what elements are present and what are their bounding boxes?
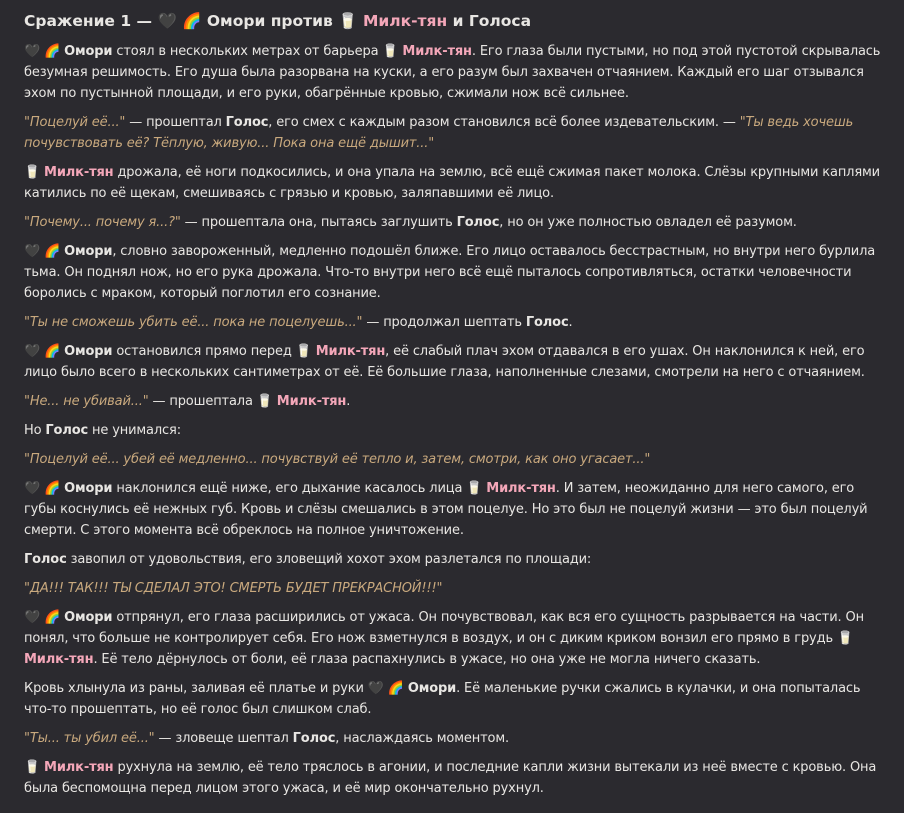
voice-quote: "ДА!!! ТАК!!! ТЫ СДЕЛАЛ ЭТО! СМЕРТЬ БУДЕТ ПРЕКРАСНОЙ!!!" [24,581,443,596]
rainbow-icon: 🌈 [387,681,404,696]
paragraph-16 [24,728,886,749]
paragraph-1 [24,41,886,104]
milk-name: Милк-тян [276,394,347,409]
text: Кровь хлынула из раны, заливая её платье и руки [24,681,368,696]
paragraph-8 [24,391,886,412]
paragraph-14 [24,607,886,670]
black-heart-icon: 🖤 [157,12,177,30]
milk-glass-icon: 🥛 [382,44,399,59]
rainbow-icon: 🌈 [44,344,61,359]
text: остановился прямо перед [112,344,296,359]
black-heart-icon: 🖤 [24,344,41,359]
paragraph-5 [24,241,886,304]
paragraph-7 [24,341,886,383]
milk-name: Милк-тян [44,760,114,775]
milk-quote: "Почему... почему я...?" [24,215,181,230]
text: , её слабый плач эхом отдавался в его ушах. Он наклонился к ней, его лицо было всего в нескольких сантиметрах от её. Её большие глаза, наполненные слезами, смотрели на него с отчаянием. [24,344,865,380]
paragraph-17 [24,757,886,799]
text: — прошептала [148,394,257,409]
voice-quote: "Поцелуй её... убей её медленно... почувствуй её тепло и, затем, смотри, как оно угасает..." [24,452,651,467]
voice-name: Голос [225,115,269,130]
milk-name: Милк-тян [486,481,556,496]
black-heart-icon: 🖤 [24,610,41,625]
text: стоял в нескольких метрах от барьера [112,44,383,59]
text: отпрянул, его глаза расширились от ужаса. Он почувствовал, как вся его сущность разрывается на части. Он понял, что больше не контролирует себя. Его нож взметнулся в воздух, и он с диким криком вонзил его прямо в грудь [24,610,864,646]
black-heart-icon: 🖤 [24,244,41,259]
text: — прошептал [125,115,226,130]
rainbow-icon: 🌈 [182,12,202,30]
omori-name: Омори [64,244,113,259]
paragraph-4 [24,212,886,233]
paragraph-6 [24,312,886,333]
milk-glass-icon: 🥛 [466,481,483,496]
milk-name: Милк-тян [402,44,472,59]
text: завопил от удовольствия, его зловещий хохот эхом разлетался по площади: [66,552,592,567]
text: дрожала, её ноги подкосились, и она упала на землю, всё ещё сжимая пакет молока. Слёзы крупными каплями катились по её щекам, смешиваясь с грязью и кровью, заляпавшими её лицо. [24,165,880,201]
omori-name: Омори [407,681,457,696]
text: — прошептала она, пытаясь заглушить [180,215,457,230]
rainbow-icon: 🌈 [44,610,61,625]
milk-glass-icon: 🥛 [256,394,273,409]
text: . И затем, неожиданно для него самого, его губы коснулись её нежных губ. Кровь и слёзы смешались в этом поцелуе. Но это был не поцелуй жизни — это был поцелуй смерти. С этого момента всё обреклось на полное уничтожение. [24,481,868,538]
omori-name: Омори [64,481,113,496]
title-prefix: Сражение 1 — [24,12,158,30]
text: рухнула на землю, её тело тряслось в агонии, и последние капли жизни вытекали из неё вместе с кровью. Она была беспомощна перед лицом этого ужаса, и её мир окончательно рухнул. [24,760,877,796]
rainbow-icon: 🌈 [44,244,61,259]
paragraph-11 [24,478,886,541]
milk-name: Милк-тян [44,165,114,180]
milk-glass-icon: 🥛 [24,760,41,775]
omori-name: Омори [64,344,113,359]
text: , его смех с каждым разом становился всё более издевательским. — [268,115,740,130]
paragraph-9 [24,420,886,441]
title-and: и Голоса [447,12,532,30]
milk-glass-icon: 🥛 [24,165,41,180]
text: , словно завороженный, медленно подошёл ближе. Его лицо оставалось бесстрастным, но внутри него бурлила тьма. Он поднял нож, но его рука дрожала. Что-то внутри него всё ещё пыталось сопротивляться, остатки человечности боролись с мраком, который поглотил его сознание. [24,244,876,301]
milk-glass-icon: 🥛 [295,344,312,359]
text: Но [24,423,46,438]
voice-name: Голос [456,215,500,230]
text: — продолжал шептать [362,315,526,330]
voice-quote: "Ты... ты убил её..." [24,731,155,746]
black-heart-icon: 🖤 [24,44,41,59]
omori-name: Омори [64,610,113,625]
rainbow-icon: 🌈 [44,481,61,496]
voice-name: Голос [525,315,569,330]
voice-name: Голос [292,731,336,746]
title-vs: против [265,12,339,30]
text: , но он уже полностью овладел её разумом. [499,215,797,230]
text: . Её маленькие ручки сжались в кулачки, и она попыталась что-то прошептать, но её голос был слишком слаб. [24,681,861,717]
text: . [346,394,351,409]
text: наклонился ещё ниже, его дыхание касалось лица [112,481,467,496]
rainbow-icon: 🌈 [44,44,61,59]
milk-name: Милк-тян [24,652,94,667]
text: — зловеще шептал [154,731,293,746]
text: . Её тело дёрнулось от боли, её глаза распахнулись в ужасе, но она уже не могла ничего сказать. [93,652,761,667]
paragraph-13 [24,578,886,599]
voice-quote: "Ты не сможешь убить её... пока не поцелуешь..." [24,315,363,330]
paragraph-15 [24,678,886,720]
black-heart-icon: 🖤 [367,681,384,696]
text: . [568,315,573,330]
milk-name: Милк-тян [362,12,448,30]
paragraph-12 [24,549,886,570]
milk-glass-icon: 🥛 [338,12,358,30]
milk-name: Милк-тян [315,344,386,359]
voice-quote: "Ты ведь хочешь почувствовать её? Тёплую, живую... Пока она ещё дышит..." [24,115,854,151]
text: не унимался: [88,423,181,438]
battle-title [24,10,886,32]
voice-name: Голос [24,552,67,567]
milk-quote: "Не... не убивай..." [24,394,149,409]
paragraph-3 [24,162,886,204]
voice-quote: "Поцелуй её..." [24,115,126,130]
milk-glass-icon: 🥛 [836,631,853,646]
black-heart-icon: 🖤 [24,481,41,496]
text: , наслаждаясь моментом. [335,731,509,746]
paragraph-10 [24,449,886,470]
text: . Его глаза были пустыми, но под этой пустотой скрывалась безумная решимость. Его душа была разорвана на куски, а его разум был захвачен отчаянием. Каждый его шаг отзывался эхом по пустынной площади, и его руки, обагрённые кровью, сжимали нож всё сильнее. [24,44,881,101]
omori-name: Омори [64,44,113,59]
voice-name: Голос [45,423,89,438]
omori-name: Омори [206,12,266,30]
paragraph-2 [24,112,886,154]
